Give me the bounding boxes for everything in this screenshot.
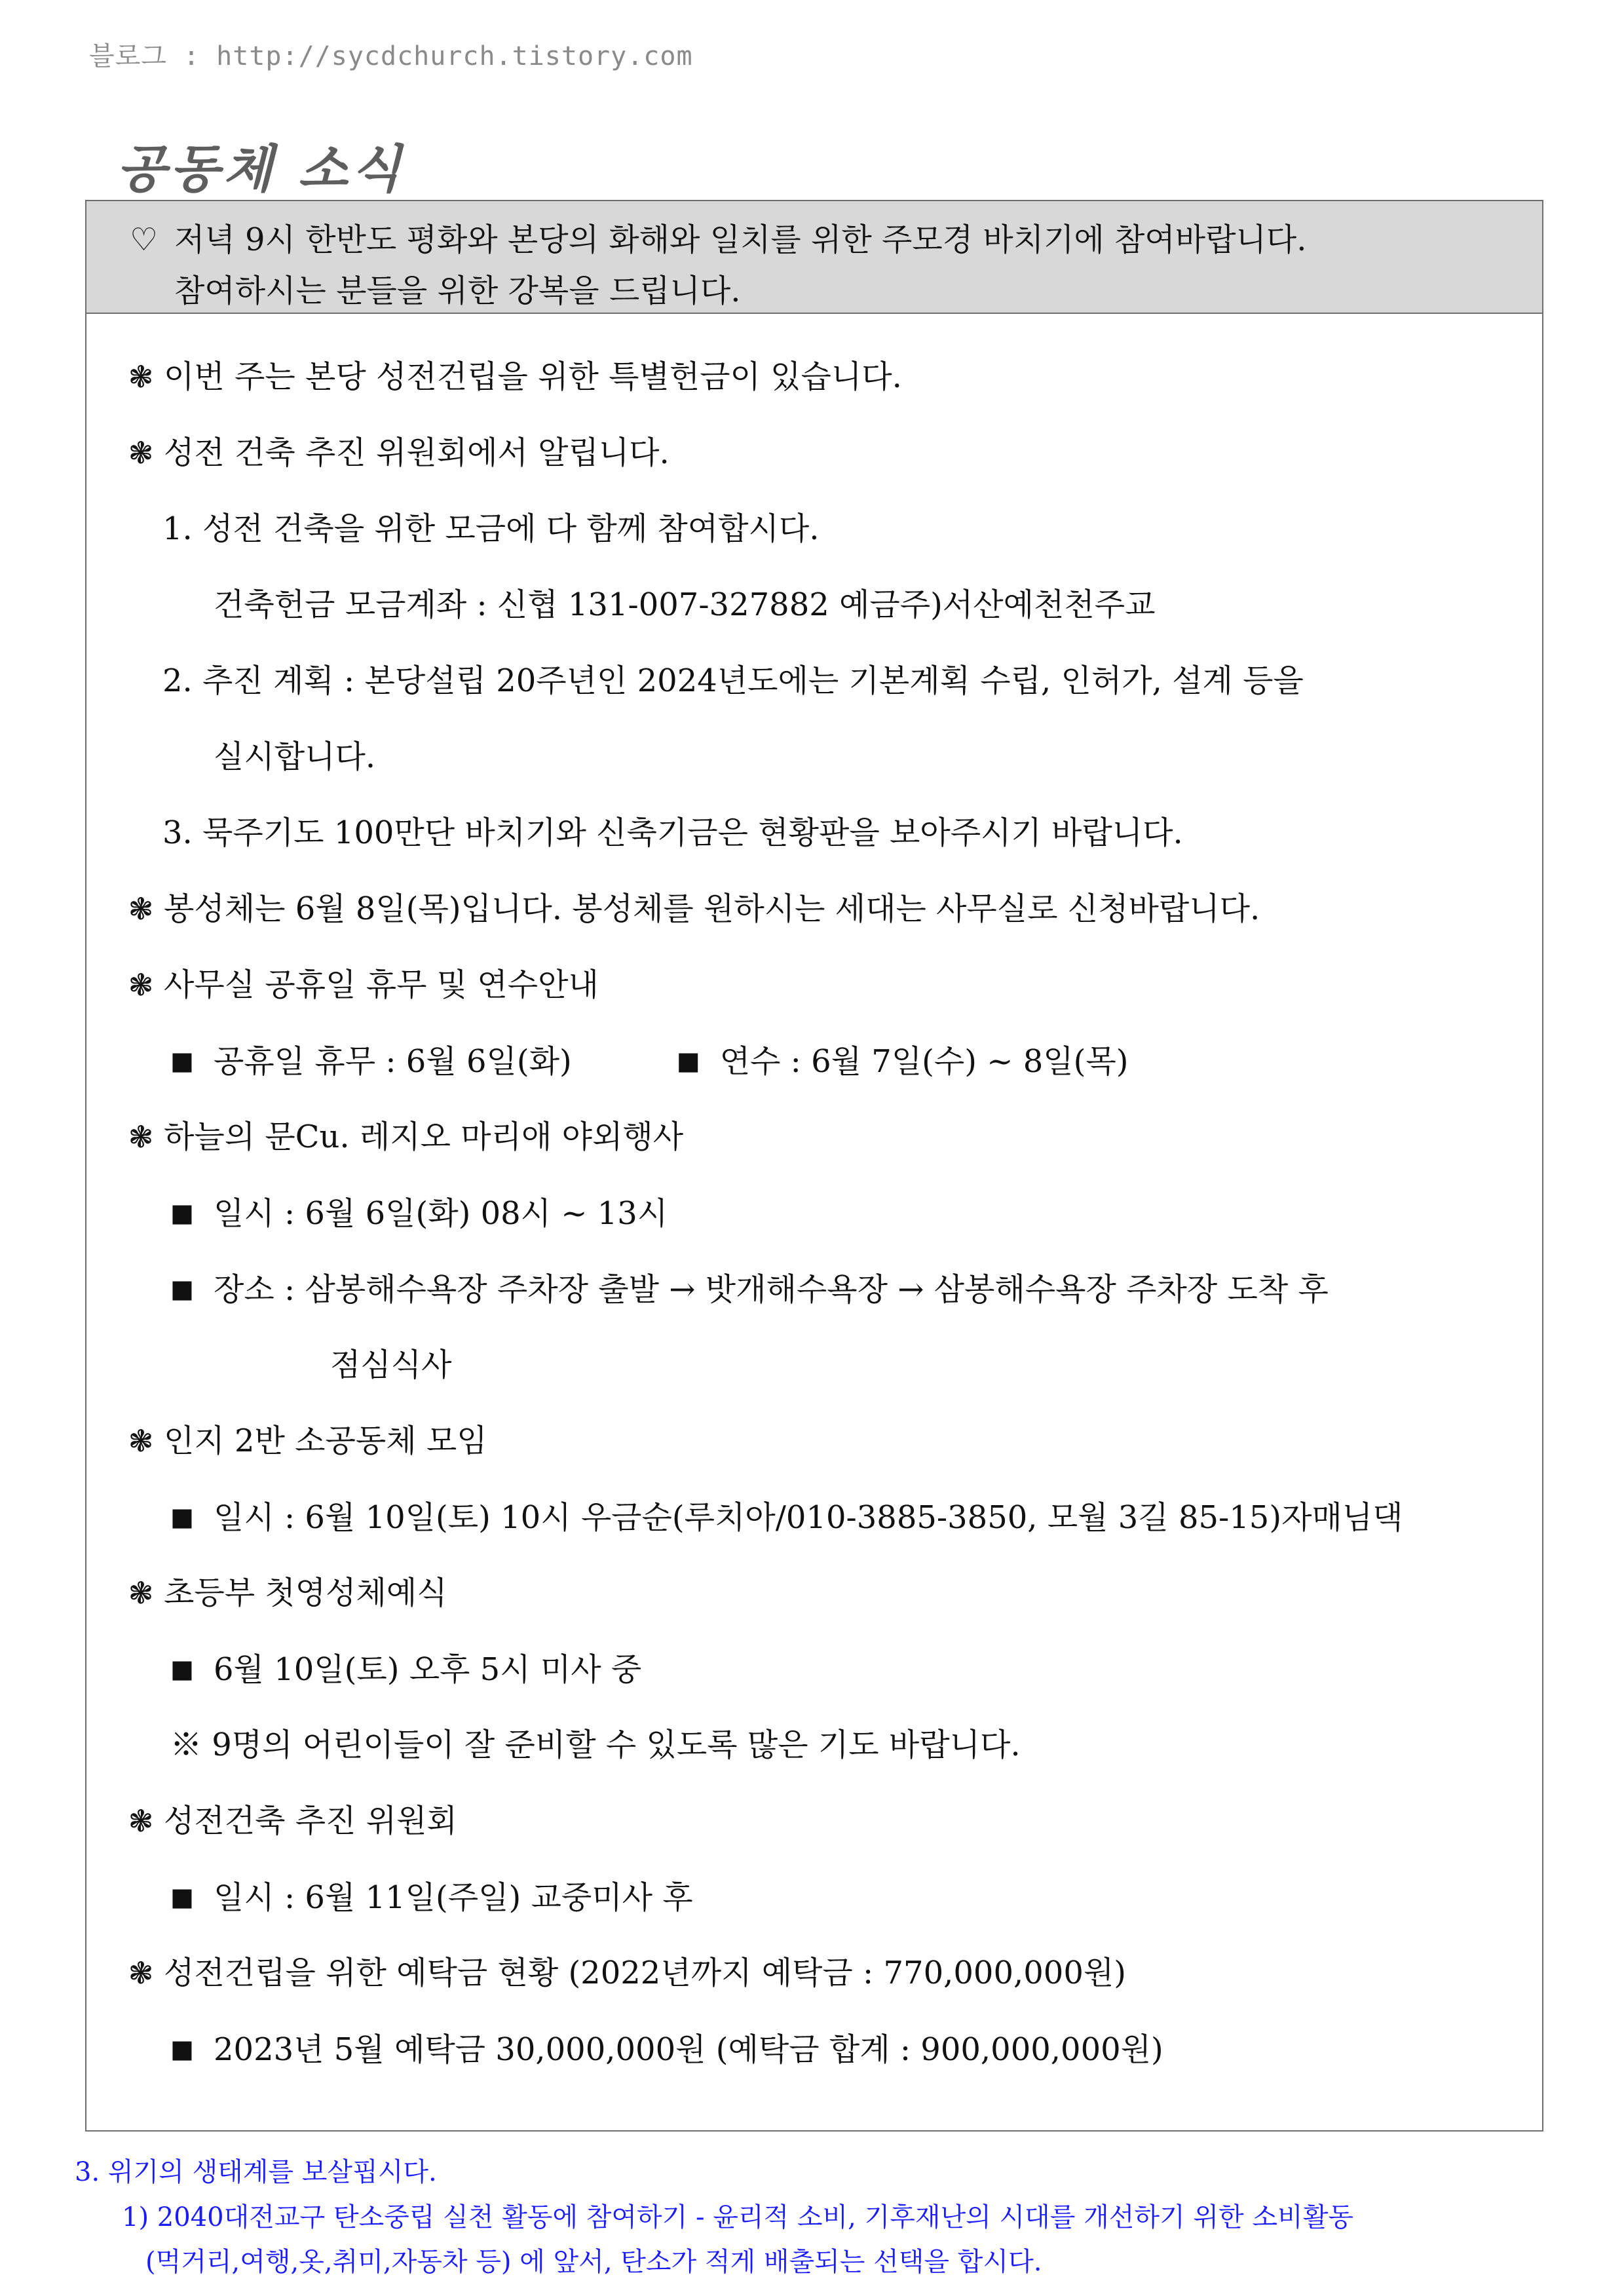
section-title: 공동체 소식 — [117, 140, 405, 199]
square-bullet-icon: ■ — [170, 2035, 194, 2063]
flower-bullet-icon: ❃ — [128, 1803, 154, 1839]
square-bullet-icon: ■ — [170, 1046, 194, 1075]
item-text: 일시 : 6월 6일(화) 08시 ~ 13시 — [214, 1195, 668, 1232]
list-item — [118, 1421, 487, 1461]
item-text: 공휴일 휴무 : 6월 6일(화) — [214, 1043, 572, 1080]
flower-bullet-icon: ❃ — [128, 1955, 154, 1991]
sub-item — [170, 1497, 1403, 1537]
item-text: 일시 : 6월 10일(토) 10시 우금순(루치아/010-3885-3850, 모월 3길 85-15)자매님댁 — [214, 1499, 1403, 1536]
item-text: 봉성체는 6월 8일(목)입니다. 봉성체를 원하시는 세대는 사무실로 신청바랍니다. — [164, 890, 1260, 927]
list-item — [118, 357, 902, 396]
notice-highlight — [86, 201, 1542, 314]
list-item — [118, 1953, 1126, 1993]
flower-bullet-icon: ❃ — [128, 891, 154, 927]
footer-eco-line-1: 1) 2040대전교구 탄소중립 실천 활동에 참여하기 - 윤리적 소비, 기후재난의 시대를 개선하기 위한 소비활동 — [122, 2202, 1353, 2232]
blog-url-header: 블로그 : http://sycdchurch.tistory.com — [89, 41, 693, 71]
sub-item — [170, 1041, 1128, 1081]
item-text: 성전건축 추진 위원회 — [164, 1803, 457, 1839]
notice-box — [85, 200, 1543, 2132]
sub-item-detail: 점심식사 — [330, 1347, 452, 1383]
item-text: 하늘의 문Cu. 레지오 마리애 야외행사 — [164, 1119, 684, 1155]
item-text: 6월 10일(토) 오후 5시 미사 중 — [214, 1651, 642, 1688]
flower-bullet-icon: ❃ — [128, 1423, 154, 1459]
list-item — [118, 965, 599, 1004]
item-text: 성전 건축 추진 위원회에서 알립니다. — [164, 434, 670, 471]
item-text: 성전건립을 위한 예탁금 현황 (2022년까지 예탁금 : 770,000,000원) — [164, 1955, 1126, 1991]
square-bullet-icon: ■ — [170, 1274, 194, 1303]
sub-item: 3. 묵주기도 100만단 바치기와 신축기금은 현황판을 보아주시기 바랍니다. — [162, 814, 1183, 851]
notice-text-1: 저녁 9시 한반도 평화와 본당의 화해와 일치를 위한 주모경 바치기에 참여바랍니다. — [174, 221, 1307, 258]
flower-bullet-icon: ❃ — [128, 967, 154, 1003]
list-item — [118, 1801, 457, 1841]
item-text: 이번 주는 본당 성전건립을 위한 특별헌금이 있습니다. — [164, 358, 902, 395]
item-text: 초등부 첫영성체예식 — [164, 1575, 447, 1611]
item-text: 인지 2반 소공동체 모임 — [164, 1423, 487, 1459]
item-text: 일시 : 6월 11일(주일) 교중미사 후 — [214, 1879, 693, 1916]
flower-bullet-icon: ❃ — [128, 435, 154, 470]
sub-item — [170, 1877, 693, 1917]
sub-item-detail: 건축헌금 모금계좌 : 신협 131-007-327882 예금주)서산예천천주교 — [214, 586, 1156, 623]
flower-bullet-icon: ❃ — [128, 359, 154, 394]
square-bullet-icon: ■ — [170, 1198, 194, 1227]
list-item — [118, 1573, 447, 1613]
item-text: 장소 : 삼봉해수욕장 주차장 출발 → 밧개해수욕장 → 삼봉해수욕장 주차장 도착 후 — [214, 1271, 1329, 1308]
item-text: 사무실 공휴일 휴무 및 연수안내 — [164, 966, 599, 1003]
sub-item-note: ※ 9명의 어린이들이 잘 준비할 수 있도록 많은 기도 바랍니다. — [170, 1727, 1021, 1763]
square-bullet-icon: ■ — [170, 1655, 194, 1683]
square-bullet-icon: ■ — [170, 1883, 194, 1911]
flower-bullet-icon: ❃ — [128, 1575, 154, 1611]
sub-item-detail: 실시합니다. — [214, 738, 376, 775]
list-item — [118, 889, 1260, 928]
square-bullet-icon: ■ — [170, 1502, 194, 1531]
heart-icon: ♡ — [130, 221, 159, 258]
list-item — [118, 433, 670, 472]
item-text: 2023년 5월 예탁금 30,000,000원 (예탁금 합계 : 900,000,000원) — [214, 2031, 1163, 2068]
footer-eco-heading: 3. 위기의 생태계를 보살핍시다. — [75, 2157, 437, 2187]
footer-eco-line-2: (먹거리,여행,옷,취미,자동차 등) 에 앞서, 탄소가 적게 배출되는 선택을 합시다. — [145, 2247, 1042, 2277]
flower-bullet-icon: ❃ — [128, 1119, 154, 1155]
item-text: 연수 : 6월 7일(수) ~ 8일(목) — [719, 1043, 1129, 1080]
list-item — [118, 1117, 683, 1157]
notice-line-2: 참여하시는 분들을 위한 강복을 드립니다. — [174, 273, 741, 309]
sub-item: 2. 추진 계획 : 본당설립 20주년인 2024년도에는 기본계획 수립, 인허가, 설계 등을 — [162, 662, 1304, 699]
sub-item — [170, 2029, 1163, 2069]
square-bullet-icon: ■ — [676, 1046, 700, 1075]
sub-item — [170, 1649, 641, 1689]
notice-line-1 — [130, 214, 1542, 265]
sub-item: 1. 성전 건축을 위한 모금에 다 함께 참여합시다. — [162, 510, 820, 547]
sub-item — [170, 1193, 668, 1233]
sub-item — [170, 1269, 1329, 1309]
